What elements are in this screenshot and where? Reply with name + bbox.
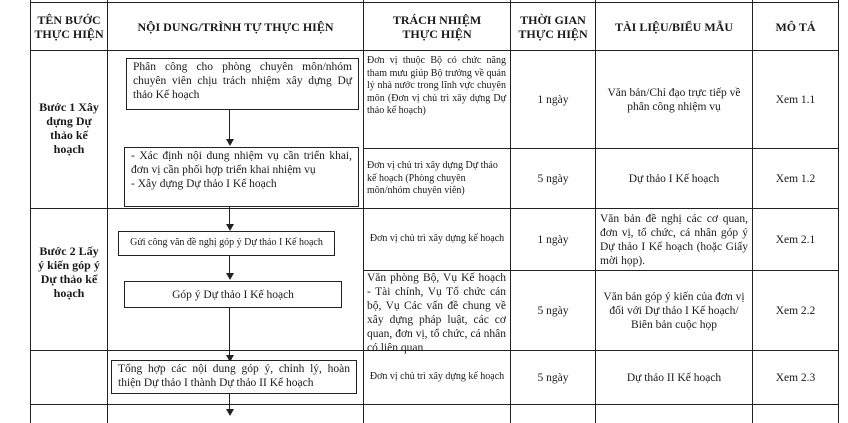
time-text: 1 ngày	[537, 233, 569, 246]
column-divider	[107, 0, 108, 423]
document-text: Văn bản/Chỉ đạo trực tiếp về phân công nhiệm vụ	[607, 86, 741, 113]
header-documents: TÀI LIỆU/BIỂU MẪU	[614, 19, 734, 34]
column-divider	[595, 0, 596, 423]
time-text: 5 ngày	[537, 304, 569, 317]
responsibility-text: Đơn vị chủ trì xây dựng kế hoạch	[369, 233, 505, 245]
content-line: - Xác định nội dung nhiệm vụ cần triển khai, đơn vị cần phối hợp triển khai nhiệm vụ	[131, 150, 352, 176]
document-text: Dự thảo II Kế hoạch	[626, 371, 722, 384]
flow-box-feedback: Góp ý Dự thảo I Kế hoạch	[124, 281, 342, 308]
header-step-name: TÊN BƯỚC THỰC HIỆN	[34, 12, 104, 41]
responsibility-text: Đơn vị chủ trì xây dựng Dự thảo kế hoạch (Phòng chuyên môn/nhóm chuyên viên)	[367, 160, 498, 196]
responsibility-text: Đơn vị thuộc Bộ có chức năng tham mưu giúp Bộ trưởng về quản lý nhà nước trong lĩnh vực chuyên môn (Đơn vị chủ trì xây dựng Dự thảo kế hoạch)	[367, 55, 506, 116]
document-text: Văn bản đề nghị các cơ quan, đơn vị, tổ chức, cá nhân góp ý Dự thảo I Kế hoạch (hoặc Giấy mời họp).	[600, 213, 748, 267]
document-text: Văn bản góp ý kiến của đơn vị đối với Dự thảo I Kế hoạch/ Biên bản cuộc họp	[603, 290, 745, 331]
arrow-head-icon	[226, 139, 234, 146]
description-text: Xem 2.2	[775, 304, 816, 317]
table-border-right	[838, 0, 839, 423]
responsibility-text: Văn phòng Bộ, Vụ Kế hoạch - Tài chính, Vụ Tổ chức cán bộ, Vụ Các vấn đề chung về xây dựng pháp luật, các cơ quan, đơn vị, tổ chức, cá nhân có liên quan	[367, 272, 506, 354]
time-text: 1 ngày	[537, 93, 569, 106]
step-2-label: Bước 2 Lấy ý kiến góp ý Dự thảo kế hoạch	[38, 244, 100, 300]
flow-arrow	[229, 308, 230, 356]
description-text: Xem 2.3	[775, 371, 816, 384]
table-border-left	[30, 0, 31, 423]
description-text: Xem 2.1	[775, 233, 816, 246]
flow-box-define-tasks	[124, 147, 359, 207]
flow-box-send-request: Gửi công văn đề nghị góp ý Dự thảo I Kế hoạch	[118, 231, 335, 256]
header-description: MÔ TẢ	[775, 19, 816, 34]
row-divider	[30, 404, 839, 405]
description-text: Xem 1.2	[775, 172, 816, 185]
arrow-head-icon	[226, 409, 234, 416]
flow-box-assign: Phân công cho phòng chuyên môn/nhóm chuyên viên chịu trách nhiệm xây dựng Dự thảo Kế hoạch	[126, 58, 359, 110]
header-time: THỜI GIAN THỰC HIỆN	[518, 12, 588, 41]
flow-arrow	[229, 110, 230, 140]
header-content: NỘI DUNG/TRÌNH TỰ THỰC HIỆN	[137, 19, 334, 34]
flow-arrow	[229, 207, 230, 225]
document-text: Dự thảo I Kế hoạch	[628, 172, 720, 185]
flow-box-consolidate: Tổng hợp các nội dung góp ý, chỉnh lý, hoàn thiện Dự thảo I thành Dự thảo II Kế hoạch	[111, 360, 357, 394]
step-1-label: Bước 1 Xây dựng Dự thảo kế hoạch	[39, 100, 99, 156]
responsibility-text: Đơn vị chủ trì xây dựng kế hoạch	[369, 371, 505, 383]
arrow-head-icon	[226, 273, 234, 280]
header-responsibility: TRÁCH NHIỆM THỰC HIỆN	[392, 12, 482, 41]
flow-arrow	[229, 394, 230, 410]
arrow-head-icon	[226, 224, 234, 231]
description-text: Xem 1.1	[775, 93, 816, 106]
flow-arrow	[229, 256, 230, 274]
content-line: - Xây dựng Dự thảo I Kế hoạch	[131, 178, 277, 190]
time-text: 5 ngày	[537, 371, 569, 384]
time-text: 5 ngày	[537, 172, 569, 185]
